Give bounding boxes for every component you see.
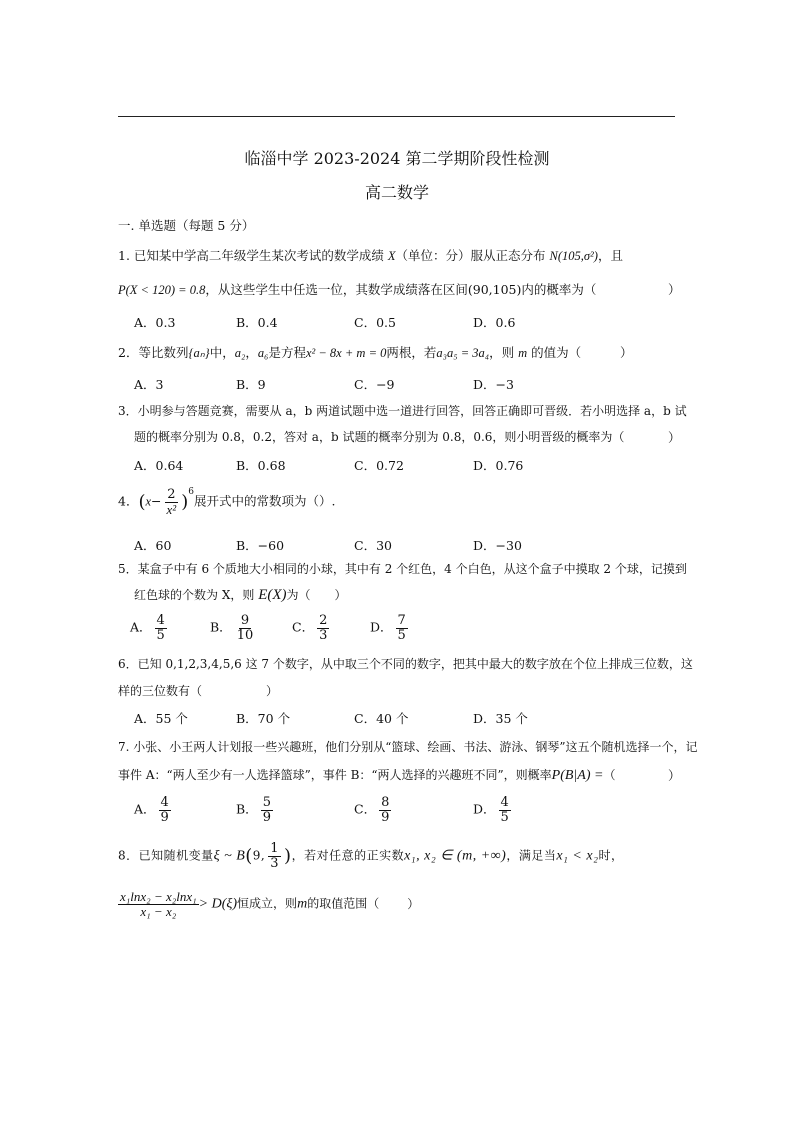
q1-line2: P(X < 120) = 0.8，从这些学生中任选一位，其数学成绩落在区间(90,105)内的概率为（ bbox=[118, 282, 597, 297]
q3-option-c: C．0.72 bbox=[354, 458, 404, 473]
q5-line1: 5．某盒子中有 6 个质地大小相同的小球，其中有 2 个红色，4 个白色，从这个盒子中摸取 2 个球，记摸到 bbox=[118, 562, 687, 576]
exam-subject: 高二数学 bbox=[364, 183, 429, 202]
q5-option-c: C． $\frac{2}{3}$ bbox=[292, 613, 328, 643]
q3-option-b: B．0.68 bbox=[236, 458, 286, 473]
q6-option-c: C．40 个 bbox=[354, 711, 409, 726]
q3-answer-close: ） bbox=[668, 430, 681, 445]
q6-option-a: A．55 个 bbox=[134, 711, 188, 726]
q4-option-c: C．30 bbox=[354, 538, 392, 553]
q1-option-c: C．0.5 bbox=[354, 315, 396, 330]
q6-line2: 样的三位数有（ ） bbox=[118, 684, 279, 698]
q5-option-a: A． $\frac{4}{5}$ bbox=[130, 613, 165, 643]
q4-stem: 4．(x− $\frac{2}{\text{x²}}$ )$^6$展开式中的常数项为（）. bbox=[118, 487, 336, 517]
q5-line2: 红色球的个数为 X，则 E(X)为（ ） bbox=[134, 587, 347, 603]
q2-answer-close: ） bbox=[620, 345, 633, 360]
q1-answer-close: ） bbox=[668, 282, 681, 297]
q2-option-c: C．−9 bbox=[354, 377, 395, 392]
q3-option-d: D．0.76 bbox=[473, 458, 524, 473]
section-heading: 一. 单选题（每题 5 分） bbox=[118, 218, 255, 233]
q1-option-d: D．0.6 bbox=[473, 315, 516, 330]
q7-option-a: A． $\frac{4}{9}$ bbox=[134, 795, 169, 825]
q7-option-c: C． $\frac{8}{9}$ bbox=[354, 795, 390, 825]
q6-line1: 6．已知 0,1,2,3,4,5,6 这 7 个数字，从中取三个不同的数字，把其中最大的数字放在个位上排成三位数，这 bbox=[118, 657, 693, 671]
q3-option-a: A．0.64 bbox=[134, 458, 184, 473]
q4-option-a: A．60 bbox=[134, 538, 172, 553]
q3-line2: 题的概率分别为 0.8，0.2，答对 a，b 试题的概率分别为 0.8，0.6，则小明晋级的概率为（ bbox=[134, 430, 625, 444]
q8-line1: 8．已知随机变量ξ ~ B(9, $\frac{1}{3}$ )，若对任意的正实数x₁, x₂ ∈ (m, +∞)，满足当x₁ < x₂时， bbox=[118, 841, 624, 871]
q2-option-a: A．3 bbox=[134, 377, 164, 392]
q7-option-b: B． $\frac{5}{9}$ bbox=[236, 795, 271, 825]
q6-option-b: B．70 个 bbox=[236, 711, 291, 726]
q5-option-d: D． $\frac{7}{5}$ bbox=[370, 613, 406, 643]
q7-option-d: D． $\frac{4}{5}$ bbox=[473, 795, 509, 825]
q7-answer-close: ） bbox=[668, 768, 681, 783]
header-rule bbox=[118, 116, 675, 117]
q1-option-a: A．0.3 bbox=[134, 315, 176, 330]
q4-option-b: B．−60 bbox=[236, 538, 285, 553]
q8-line2: $\frac{\text{x₁lnx₂ − x₂lnx₁}}{\text{x₁ − x₂}}$ > D(ξ)恒成立，则m的取值范围（ ） bbox=[120, 889, 420, 919]
exam-title: 临淄中学 2023-2024 第二学期阶段性检测 bbox=[244, 149, 550, 168]
q2-option-d: D．−3 bbox=[473, 377, 514, 392]
q4-option-d: D．−30 bbox=[473, 538, 522, 553]
q5-option-b: B． $\frac{9}{10}$ bbox=[210, 613, 254, 643]
q6-option-d: D．35 个 bbox=[473, 711, 528, 726]
q2-stem: 2．等比数列{aₙ}中，a₂，a₆是方程x² − 8x + m = 0两根，若a₃a₅ = 3a₄，则 m 的值为（ bbox=[118, 345, 582, 360]
q3-line1: 3．小明参与答题竞赛，需要从 a，b 两道试题中选一道进行回答，回答正确即可晋级．若小明选择 a，b 试 bbox=[118, 404, 687, 418]
q7-line1: 7. 小张、小王两人计划报一些兴趣班，他们分别从“篮球、绘画、书法、游泳、钢琴”这五个随机选择一个，记 bbox=[118, 740, 698, 754]
q2-option-b: B．9 bbox=[236, 377, 266, 392]
q1-line1: 1. 已知某中学高二年级学生某次考试的数学成绩 X（单位：分）服从正态分布 N(105,σ²)，且 bbox=[118, 248, 623, 263]
q1-option-b: B．0.4 bbox=[236, 315, 278, 330]
q7-line2: 事件 A：“两人至少有一人选择篮球”，事件 B：“两人选择的兴趣班不同”，则概率P(B|A) =（ bbox=[118, 768, 616, 783]
